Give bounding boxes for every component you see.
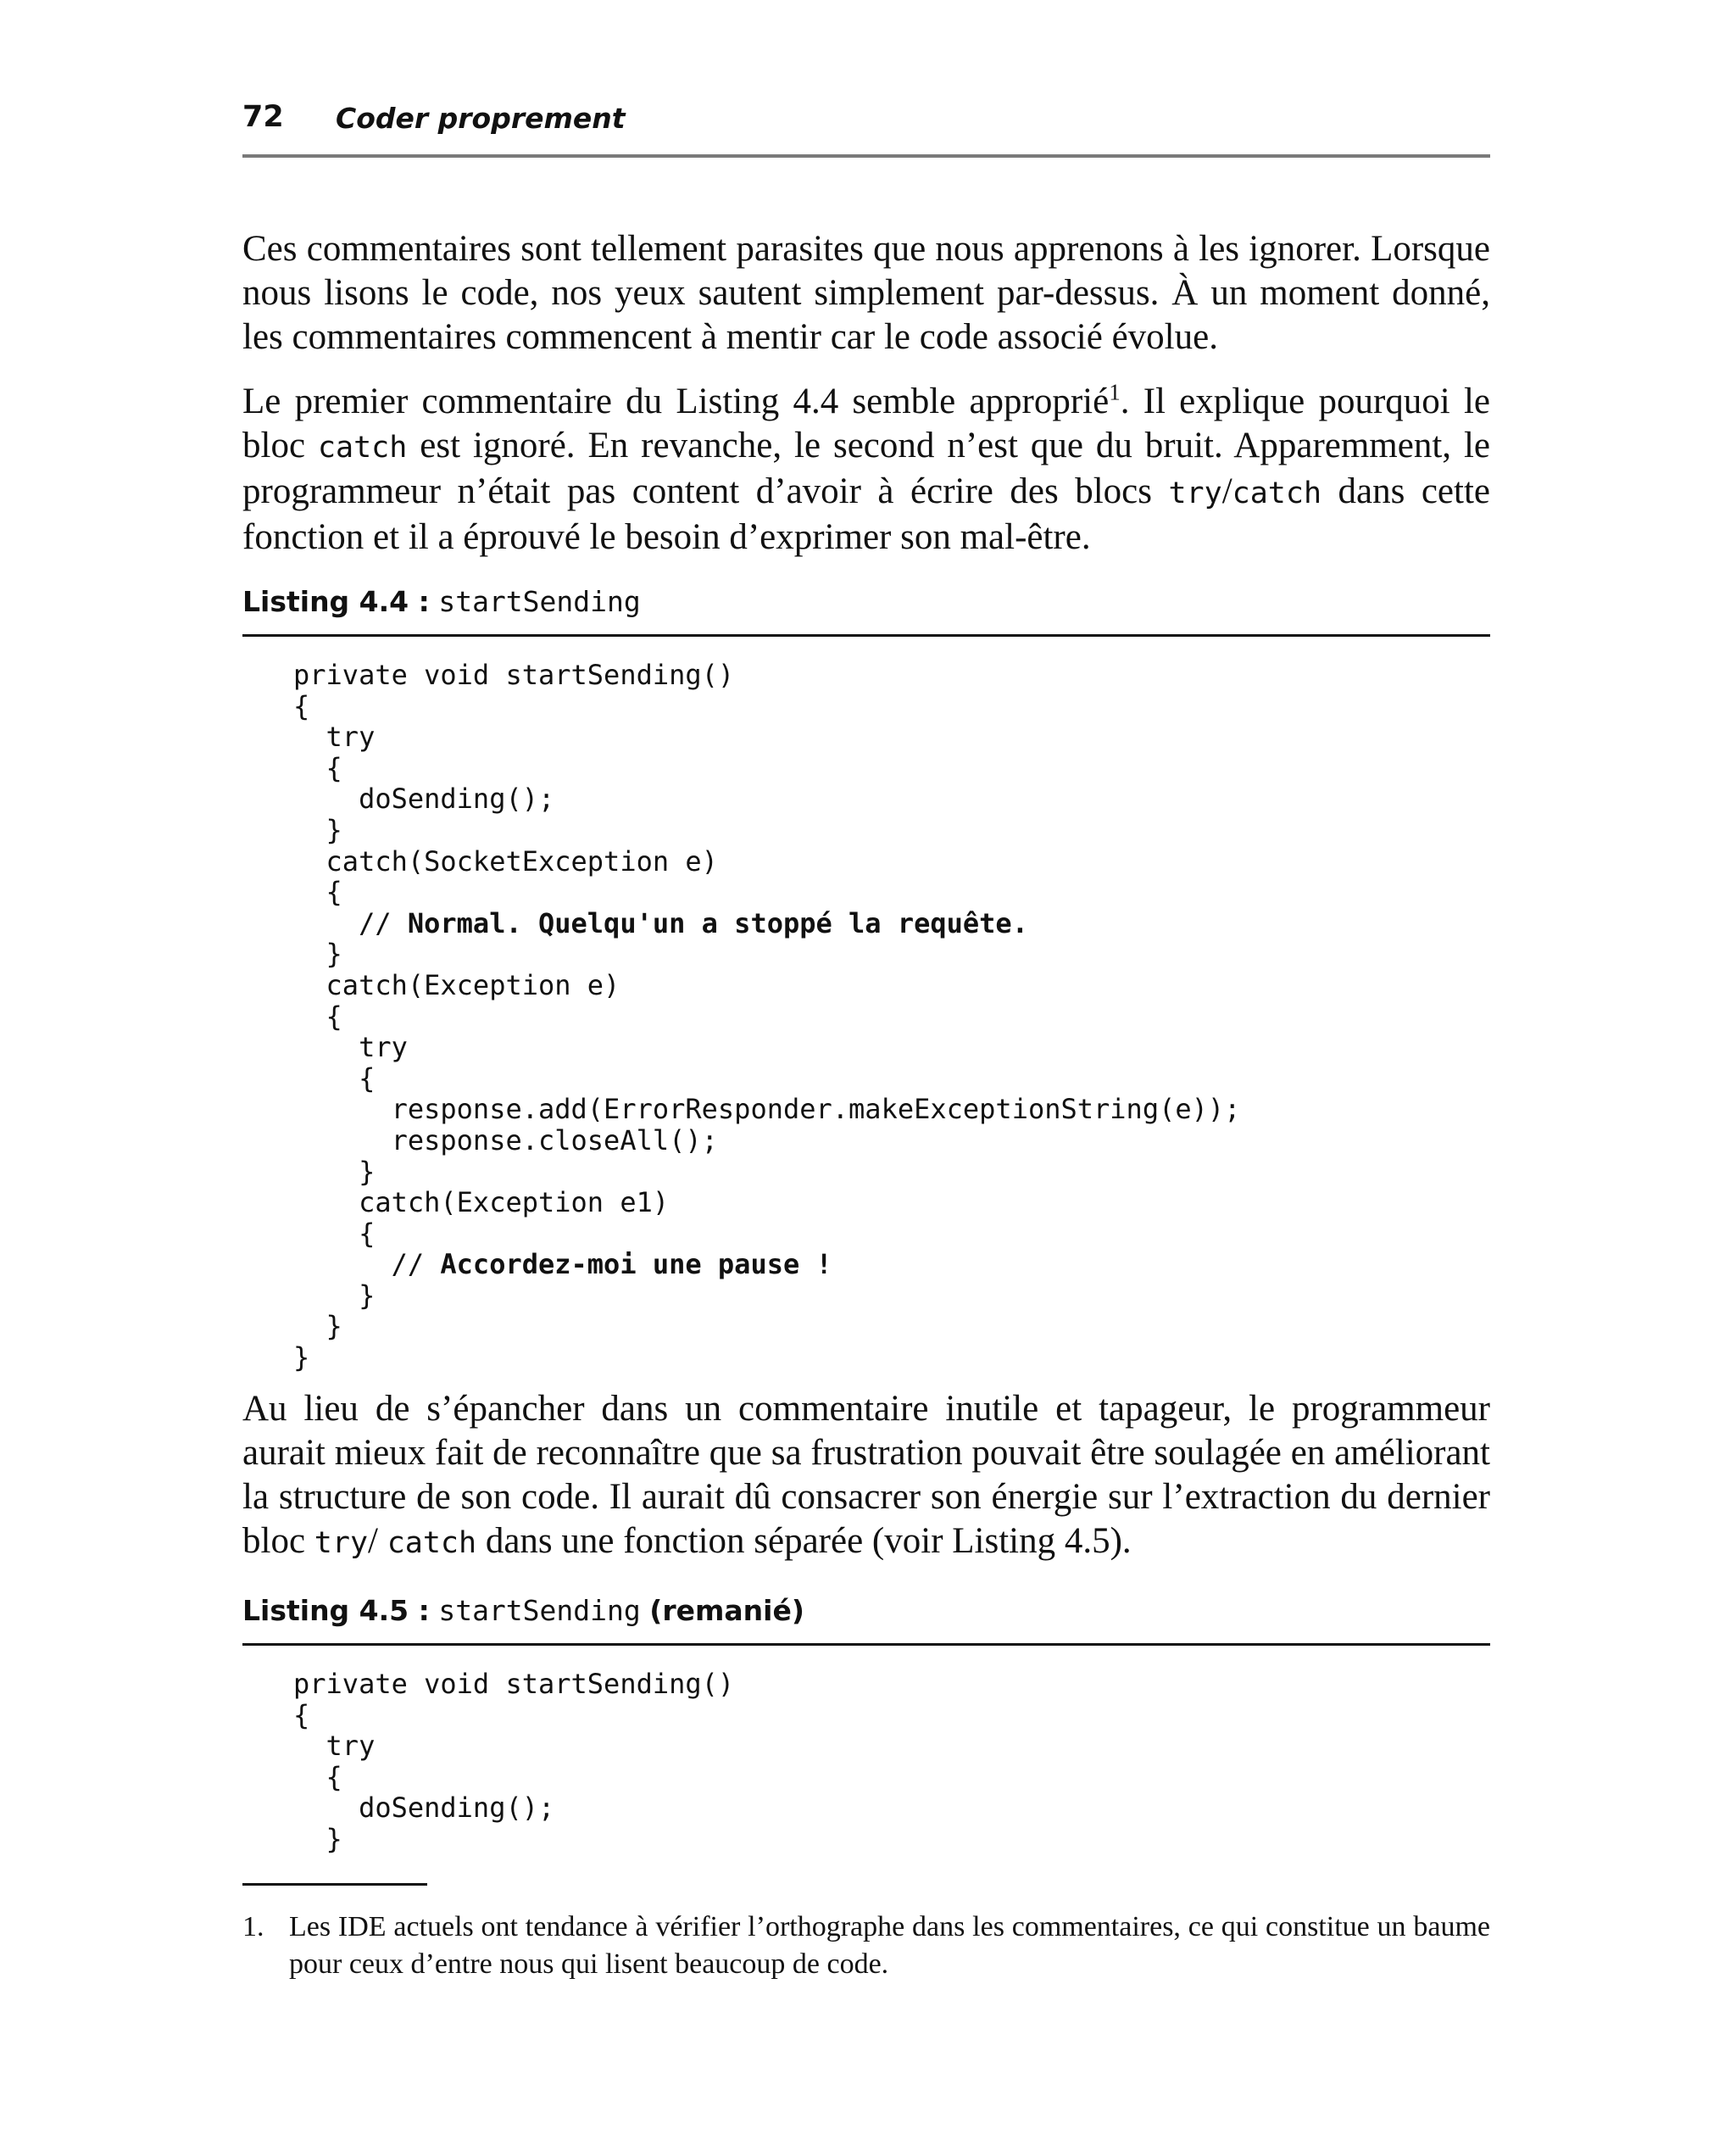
code-line	[293, 1249, 1480, 1280]
code-line: {	[293, 1217, 376, 1250]
inline-code: catch	[387, 1526, 477, 1560]
paragraph-2	[242, 380, 1490, 560]
code-listing-4-5	[293, 1669, 1480, 1855]
text: dans une fonction séparée (voir Listing 4.5).	[476, 1521, 1132, 1561]
text: est ignoré. En revanche, le second n’est que du bruit. Apparemment, le programmeur n’était pas content d’avoir à écrire des blocs	[242, 426, 1490, 511]
text: /	[368, 1521, 387, 1561]
running-header	[242, 100, 1490, 158]
code-line: {	[293, 689, 310, 722]
listing-suffix: (remanié)	[649, 1594, 804, 1627]
code-line: }	[293, 813, 342, 846]
footnote-reference: 1	[1109, 379, 1121, 405]
code-line: }	[293, 938, 342, 971]
code-line: try	[293, 1730, 376, 1763]
listing-4-5-caption	[242, 1594, 1490, 1646]
footnote-text: Les IDE actuels ont tendance à vérifier l’orthographe dans les commentaires, ce qui constitue un baume pour ceux d’entre nous qui lisent beaucoup de code.	[289, 1911, 1490, 1980]
listing-4-4-caption	[242, 585, 1490, 637]
code-comment: Accordez-moi une pause !	[440, 1248, 832, 1281]
code-line: }	[293, 1155, 376, 1188]
paragraph-3	[242, 1387, 1490, 1565]
code-comment: Normal. Quelqu'un a stoppé la requête.	[407, 906, 1028, 939]
inline-code: try	[314, 1526, 369, 1560]
footnote	[242, 1909, 1490, 1983]
code-line: }	[293, 1310, 342, 1343]
code-line: catch(SocketException e)	[293, 844, 718, 878]
text: Le premier commentaire du Listing 4.4 semble approprié	[242, 382, 1110, 421]
code-line: try	[293, 1031, 408, 1064]
code-line: }	[293, 1822, 342, 1855]
page-number: 72	[242, 100, 284, 134]
code-line: {	[293, 1062, 376, 1095]
code-line: catch(Exception e)	[293, 968, 620, 1001]
paragraph-1: Ces commentaires sont tellement parasites que nous apprenons à les ignorer. Lorsque nous lisons le code, nos yeux sautent simplement par-dessus. À un moment donné, les commentaires commencent à mentir car le code associé évolue.	[242, 229, 1490, 357]
code-line: catch(Exception e1)	[293, 1186, 670, 1219]
code-line: private void startSending()	[293, 659, 735, 691]
code-line: {	[293, 751, 342, 784]
code-line	[293, 908, 1480, 939]
code-line: {	[293, 876, 342, 909]
listing-code-name: startSending	[438, 1594, 641, 1627]
inline-code: catch	[1232, 476, 1322, 510]
code-line: }	[293, 1279, 376, 1312]
code-line: response.add(ErrorResponder.makeExceptionString(e));	[293, 1093, 1241, 1126]
footnote-rule	[242, 1883, 427, 1886]
text: . Il explique pourquoi le bloc	[242, 382, 1490, 465]
text: dans cette fonction et il a éprouvé le besoin d’exprimer son mal-être.	[242, 471, 1490, 557]
listing-label: Listing 4.5 :	[242, 1594, 430, 1627]
book-title: Coder proprement	[336, 102, 626, 135]
code-line: }	[293, 1341, 310, 1374]
code-line: doSending();	[293, 783, 555, 816]
code-line: try	[293, 721, 376, 754]
comment-marker: //	[293, 906, 408, 939]
code-line: {	[293, 1000, 342, 1033]
text: Au lieu de s’épancher dans un commentaire inutile et tapageur, le programmeur aurait mieux fait de reconnaître que sa frustration pouvait être soulagée en améliorant la structure de son code. Il aurait dû consacrer son énergie sur l’extraction du dernier bloc	[242, 1389, 1490, 1561]
inline-code: try	[1168, 476, 1222, 510]
inline-code: catch	[317, 431, 408, 465]
listing-code-name: startSending	[438, 585, 641, 618]
code-line: {	[293, 1760, 342, 1793]
code-line: private void startSending()	[293, 1668, 735, 1700]
code-line: {	[293, 1698, 310, 1731]
text: /	[1221, 471, 1232, 511]
listing-label: Listing 4.4 :	[242, 585, 430, 618]
comment-marker: //	[293, 1248, 441, 1281]
code-line: doSending();	[293, 1792, 555, 1825]
footnote-number: 1.	[242, 1911, 264, 1942]
code-listing-4-4	[293, 660, 1480, 1374]
code-line: response.closeAll();	[293, 1123, 718, 1156]
